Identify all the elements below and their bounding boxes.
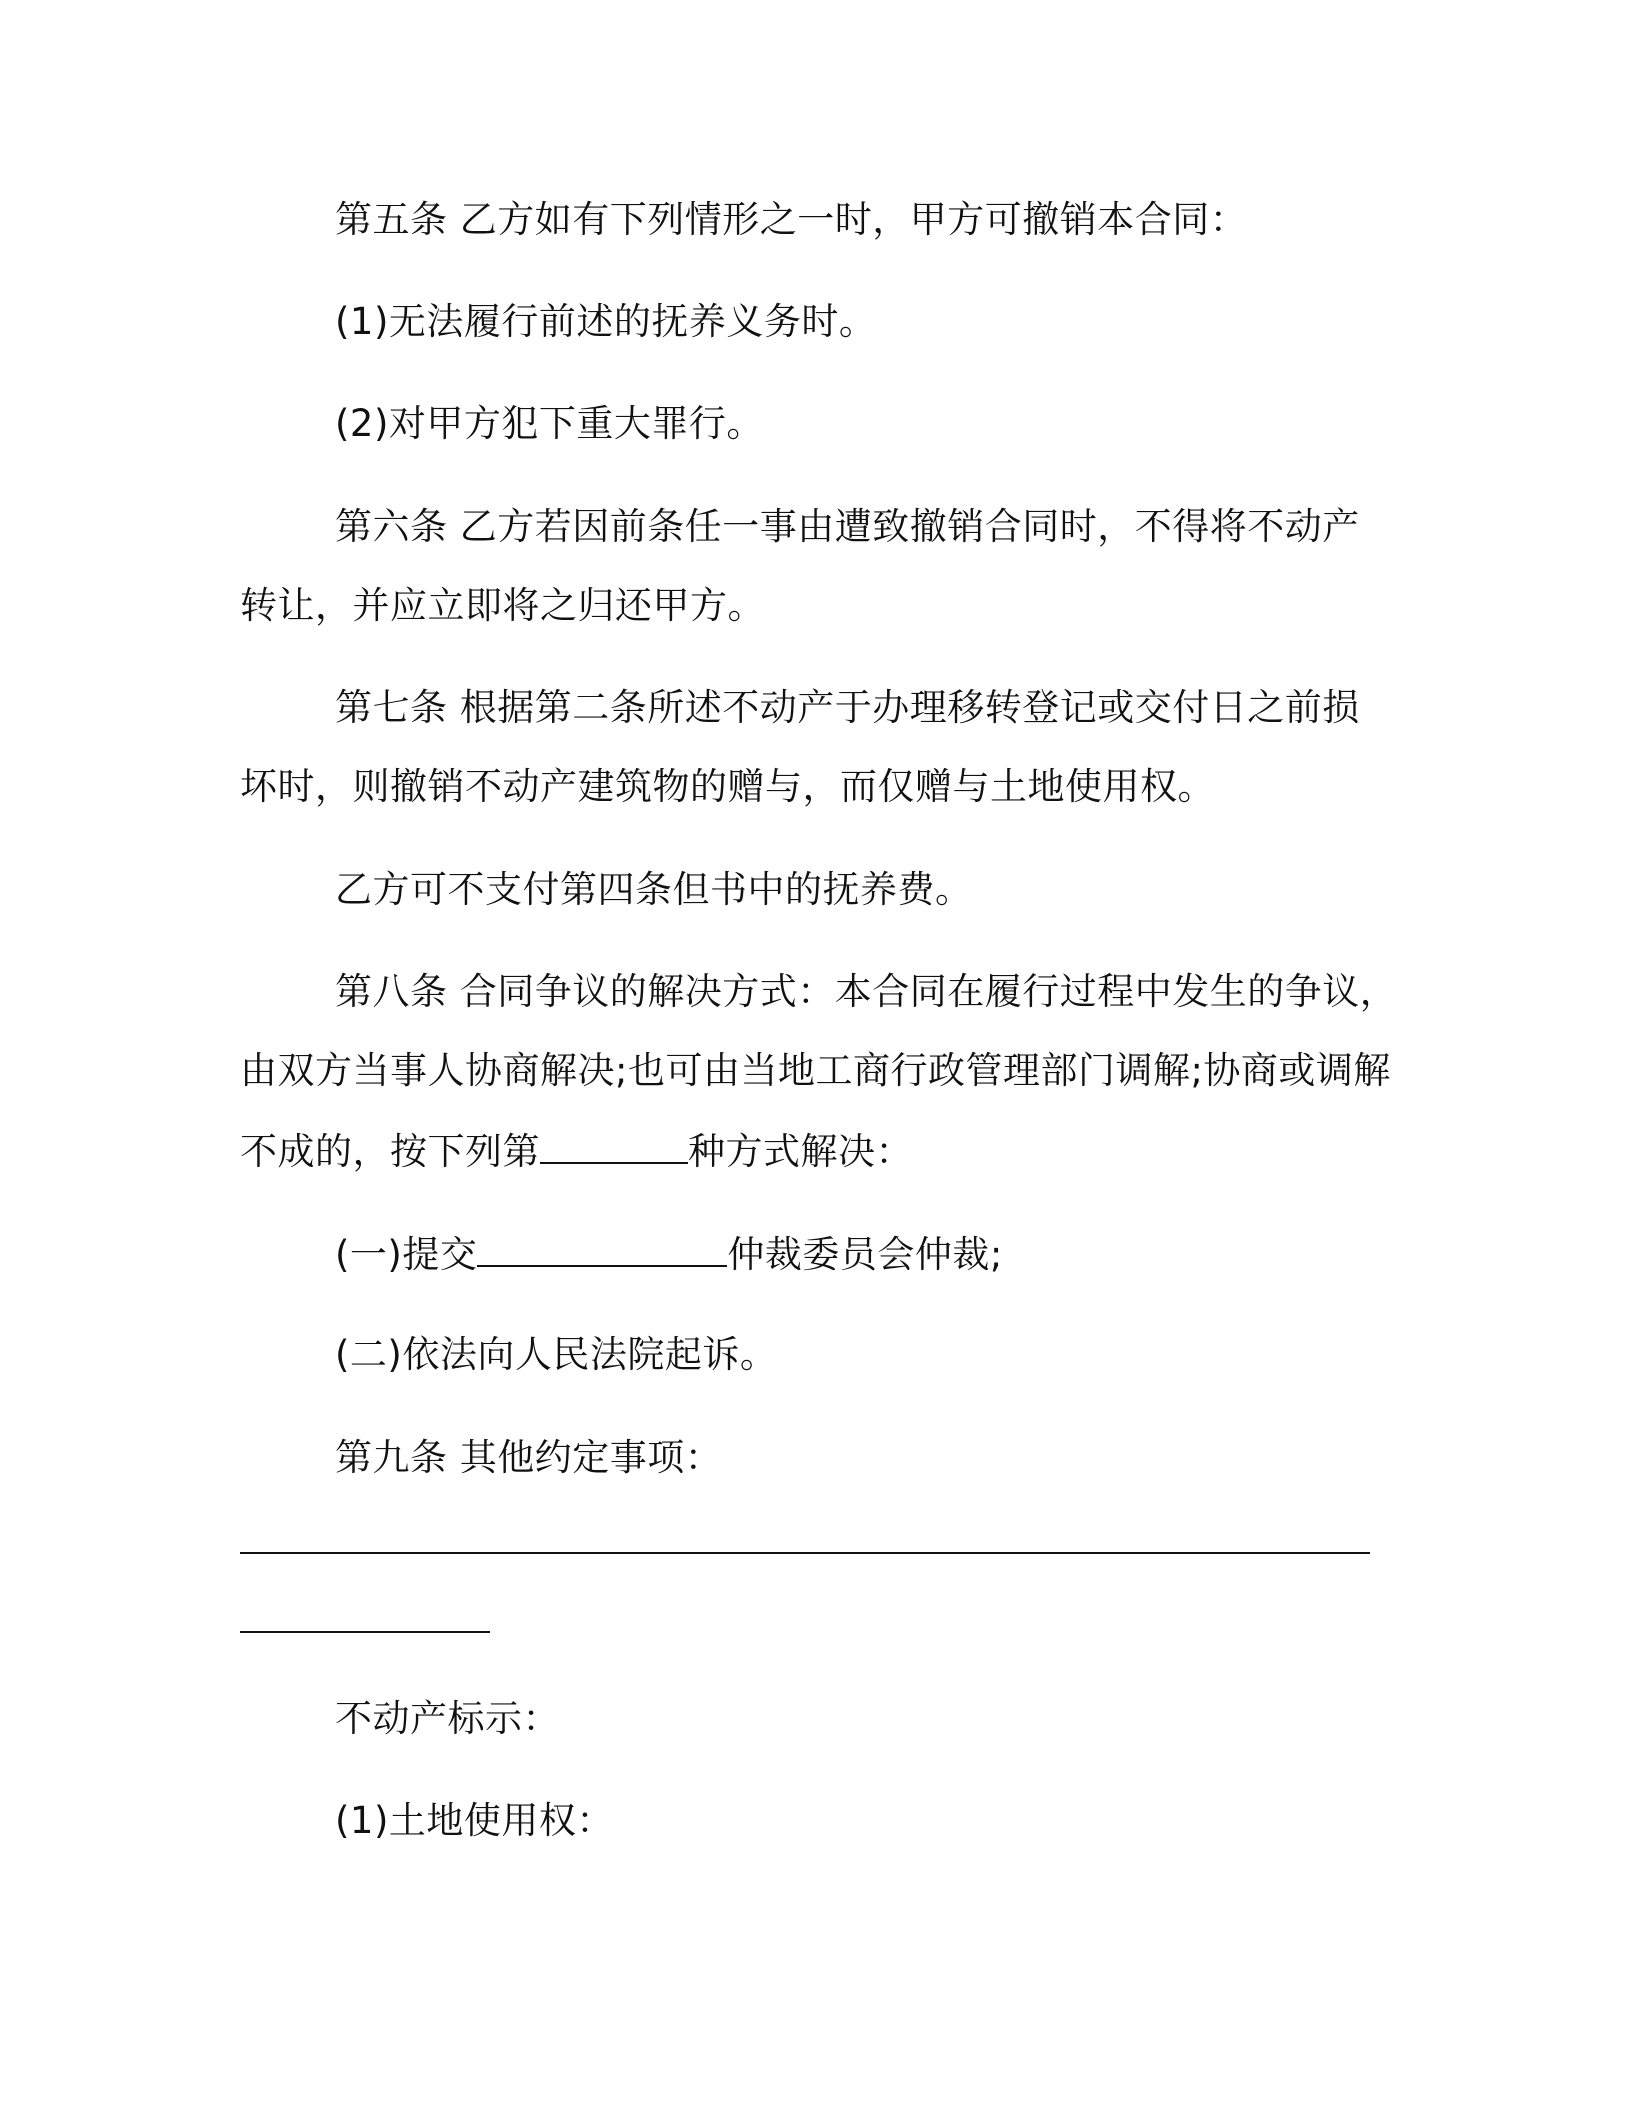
option-arbitration-suffix: 仲裁委员会仲裁; <box>727 1233 1003 1276</box>
article-7-note: 乙方可不支付第四条但书中的抚养费。 <box>335 868 973 911</box>
method-number-blank[interactable] <box>540 1126 688 1164</box>
article-8-line-3 <box>240 1126 913 1176</box>
other-terms-blank-line-2[interactable] <box>240 1631 490 1633</box>
document-page <box>240 0 1400 2112</box>
property-label: 不动产标示： <box>335 1697 560 1740</box>
property-item-land-use-right: (1)土地使用权： <box>335 1799 614 1842</box>
article-6-line-1: 第六条 乙方若因前条任一事由遭致撤销合同时，不得将不动产 <box>335 505 1360 548</box>
article-6-line-2: 转让，并应立即将之归还甲方。 <box>240 584 765 627</box>
article-7-line-2: 坏时，则撤销不动产建筑物的赠与，而仅赠与土地使用权。 <box>240 765 1215 808</box>
article-8-line-2: 由双方当事人协商解决;也可由当地工商行政管理部门调解;协商或调解 <box>240 1049 1391 1092</box>
article-7-line-1: 第七条 根据第二条所述不动产于办理移转登记或交付日之前损 <box>335 686 1360 729</box>
article-8-line-3-suffix: 种方式解决： <box>688 1130 913 1173</box>
option-arbitration <box>335 1229 1003 1279</box>
option-arbitration-prefix: (一)提交 <box>335 1233 478 1276</box>
other-terms-blank-line-1[interactable] <box>240 1552 1370 1554</box>
arbitration-committee-blank[interactable] <box>477 1229 727 1267</box>
article-5-heading: 第五条 乙方如有下列情形之一时，甲方可撤销本合同： <box>335 198 1248 241</box>
article-5-item-1: (1)无法履行前述的抚养义务时。 <box>335 300 877 343</box>
option-court: (二)依法向人民法院起诉。 <box>335 1333 778 1376</box>
article-8-line-3-prefix: 不成的，按下列第 <box>240 1130 540 1173</box>
article-5-item-2: (2)对甲方犯下重大罪行。 <box>335 402 764 445</box>
article-8-line-1: 第八条 合同争议的解决方式：本合同在履行过程中发生的争议， <box>335 970 1398 1013</box>
article-9-heading: 第九条 其他约定事项： <box>335 1436 723 1479</box>
